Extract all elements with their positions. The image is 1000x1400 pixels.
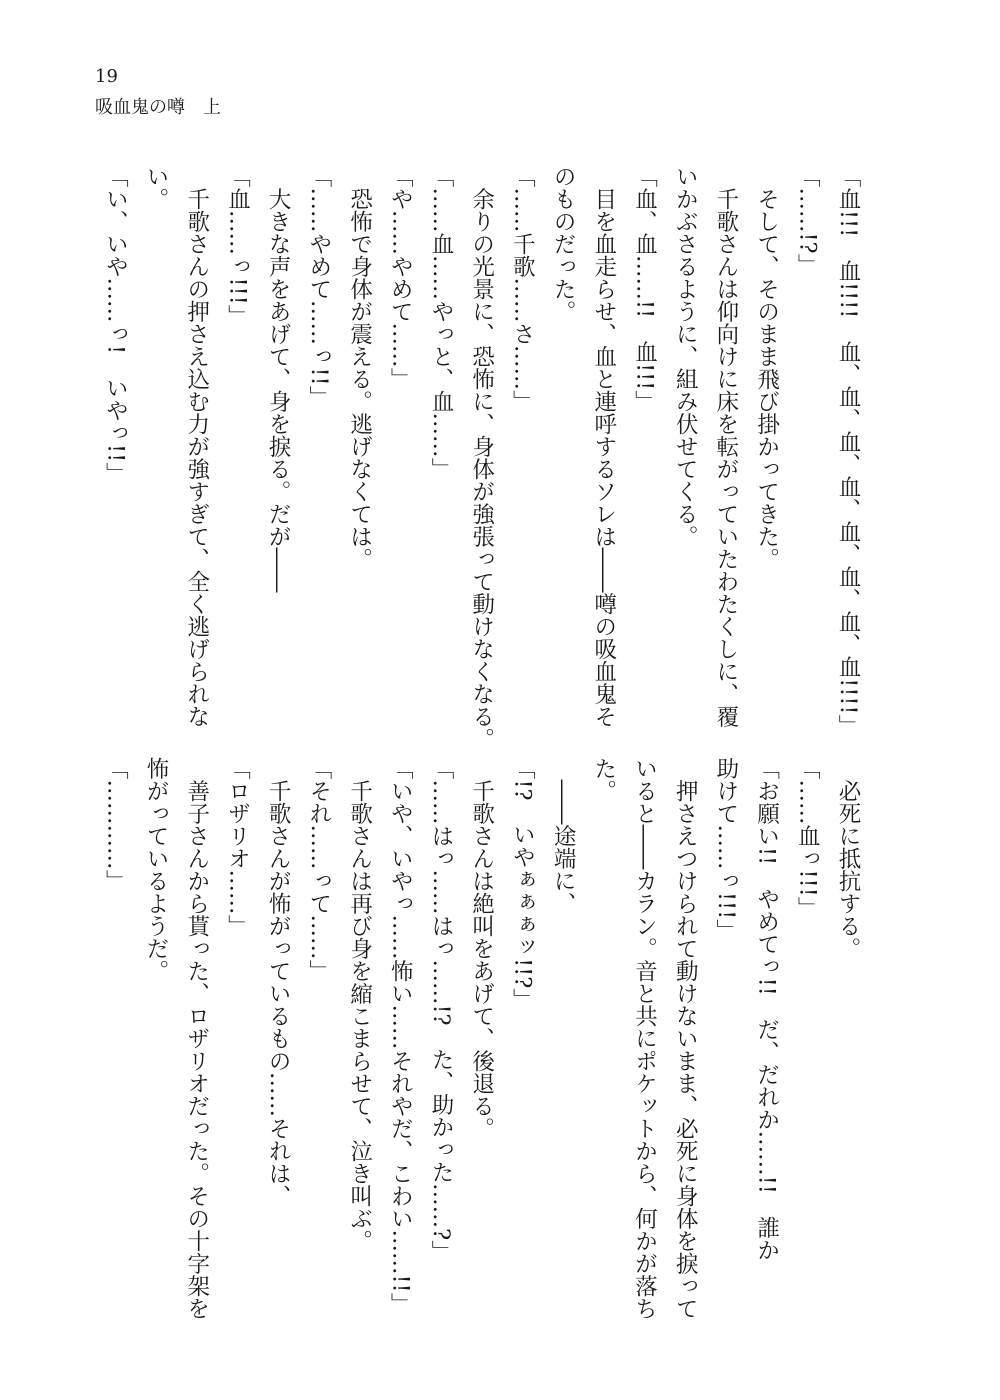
text-column: 「!? いやぁぁぁッ!!?」 — [509, 757, 536, 1011]
text-column: 「それ……って……」 — [305, 757, 332, 982]
running-title: 吸血鬼の噂 上 — [95, 97, 221, 118]
text-column: い。 — [143, 165, 170, 210]
text-column: 「……!?」 — [794, 165, 821, 277]
text-column: 「や……やめて……」 — [387, 165, 414, 390]
text-column: 善子さんから貰った、ロザリオだった。その十字架を — [183, 757, 210, 1320]
text-column: 「……千歌……さ……」 — [509, 165, 536, 413]
text-column: 「……血っ!!!」 — [794, 757, 821, 920]
text-column: 助けて……っ!!!」 — [712, 757, 739, 942]
text-column: 「血……っ!!!」 — [224, 165, 251, 328]
text-column: 「いや、いやっ……怖い……それやだ、こわい……!!」 — [387, 757, 414, 1316]
text-column: 「血、血……!! 血!!!」 — [631, 165, 658, 413]
text-column: 恐怖で身体が震える。逃げなくては。 — [346, 165, 373, 570]
text-column: 大きな声をあげて、身を捩る。だが―― — [265, 165, 292, 593]
text-column: 「…………」 — [102, 757, 129, 892]
text-column: 必死に抵抗する。 — [835, 757, 861, 960]
text-column: 「ロザリオ……」 — [224, 757, 251, 937]
text-column: 千歌さんは再び身を縮こまらせて、泣き叫ぶ。 — [346, 757, 373, 1252]
text-column: 目を血走らせ、血と連呼するソレは――噂の吸血鬼そ — [590, 165, 617, 728]
text-column: そして、そのまま飛び掛かってきた。 — [753, 165, 780, 570]
page-number: 19 — [95, 66, 118, 87]
text-column: 千歌さんの押さえ込む力が強すぎて、全く逃げられな — [183, 165, 210, 728]
text-block-lower — [94, 757, 868, 1332]
text-column: 「お願い!! やめてっ!! だ、だれか……!! 誰か — [753, 757, 780, 1262]
text-column: いると――カラン。音と共にポケットから、何かが落ち — [631, 757, 658, 1320]
text-column: 「……やめて……っ!!」 — [305, 165, 332, 409]
text-column: いかぶさるように、組み伏せてくる。 — [672, 165, 699, 548]
text-column: 千歌さんは仰向けに床を転がっていたわたくしに、覆 — [712, 165, 739, 728]
text-column: た。 — [590, 757, 617, 802]
text-column: 千歌さんは絶叫をあげて、後退る。 — [468, 757, 495, 1140]
text-column: 「血!!! 血!!!! 血、血、血、血、血、血、血、血!!!!」 — [835, 165, 861, 737]
text-column: 「……はっ……はっ……!? た、助かった……?」 — [427, 757, 454, 1263]
text-column: 余りの光景に、恐怖に、身体が強張って動けなくなる。 — [468, 165, 495, 750]
text-column: 押さえつけられて動けないまま、必死に身体を捩って — [672, 757, 699, 1320]
text-column: 「い、いや……っ! いやっ!!」 — [102, 165, 129, 485]
text-column: ――途端に、 — [550, 757, 577, 915]
text-block-upper — [94, 165, 868, 750]
text-column: 「……血……やっと、血……」 — [427, 165, 454, 480]
text-column: 千歌さんが怖がっているもの……それは、 — [265, 757, 292, 1207]
text-column: のものだった。 — [550, 165, 577, 323]
text-column: 怖がっているようだ。 — [143, 757, 170, 982]
